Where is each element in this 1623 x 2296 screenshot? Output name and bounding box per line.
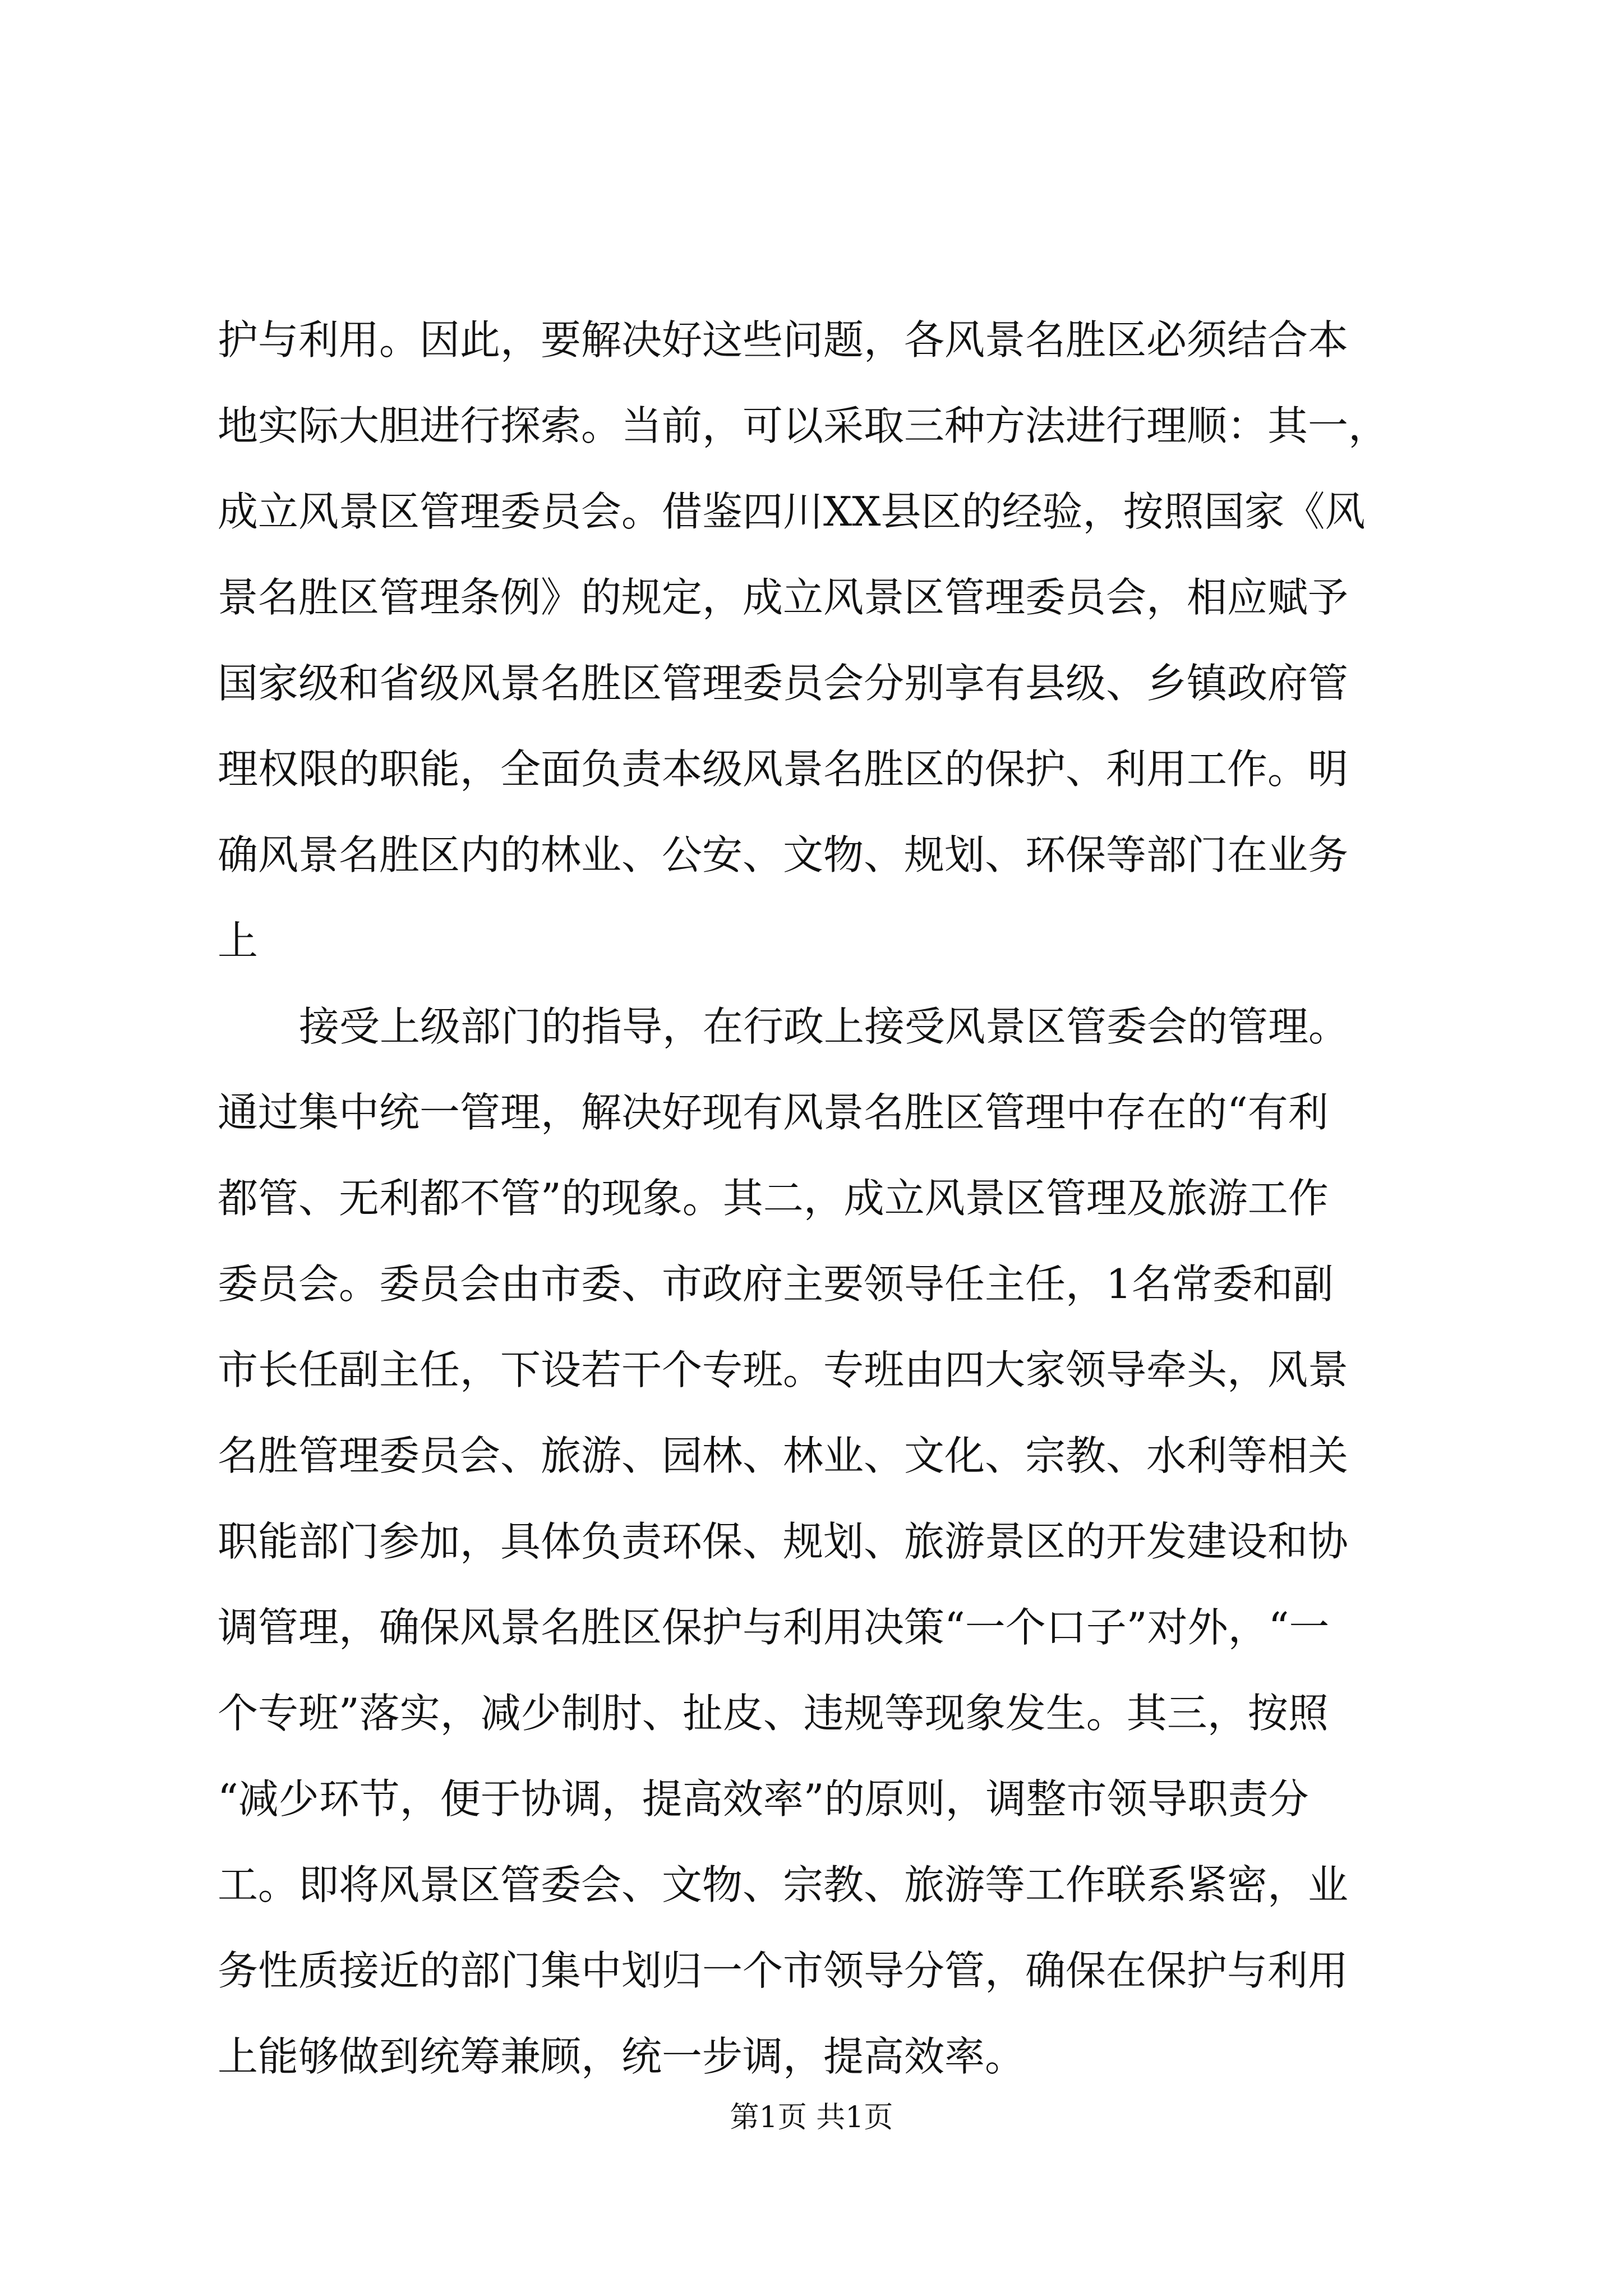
text-line: 名胜管理委员会、旅游、园林、林业、文化、宗教、水利等相关 — [218, 1432, 1349, 1479]
text-line: 成立风景区管理委员会。借鉴四川XX县区的经验，按照国家《风 — [218, 488, 1366, 535]
text-line: 国家级和省级风景名胜区管理委员会分别享有县级、乡镇政府管 — [218, 660, 1349, 707]
text-line: 委员会。委员会由市委、市政府主要领导任主任，1名常委和副 — [218, 1260, 1334, 1308]
text-line: 接受上级部门的指导，在行政上接受风景区管委会的管理。 — [299, 1003, 1349, 1050]
text-line: 市长任副主任，下设若干个专班。专班由四大家领导牵头，风景 — [218, 1346, 1349, 1393]
text-line: 确风景名胜区内的林业、公安、文物、规划、环保等部门在业务 — [218, 831, 1349, 878]
text-line: 务性质接近的部门集中划归一个市领导分管，确保在保护与利用 — [218, 1947, 1349, 1994]
text-line: 通过集中统一管理，解决好现有风景名胜区管理中存在的“有利 — [218, 1089, 1329, 1136]
text-line: 上 — [218, 917, 259, 964]
text-line: “减少环节，便于协调，提高效率”的原则，调整市领导职责分 — [218, 1775, 1309, 1823]
text-line: 上能够做到统筹兼顾，统一步调，提高效率。 — [218, 2033, 1026, 2080]
text-line: 地实际大胆进行探索。当前，可以采取三种方法进行理顺：其一， — [218, 402, 1389, 449]
text-line: 职能部门参加，具体负责环保、规划、旅游景区的开发建设和协 — [218, 1518, 1349, 1565]
text-line: 护与利用。因此，要解决好这些问题，各风景名胜区必须结合本 — [218, 316, 1349, 364]
text-line: 景名胜区管理条例》的规定，成立风景区管理委员会，相应赋予 — [218, 574, 1349, 621]
page-footer: 第1页 共1页 — [730, 2101, 893, 2134]
text-line: 理权限的职能，全面负责本级风景名胜区的保护、利用工作。明 — [218, 746, 1349, 793]
text-line: 个专班”落实，减少制肘、扯皮、违规等现象发生。其三，按照 — [218, 1690, 1329, 1737]
text-line: 都管、无利都不管”的现象。其二，成立风景区管理及旅游工作 — [218, 1175, 1329, 1222]
text-line: 调管理，确保风景名胜区保护与利用决策“一个口子”对外，“一 — [218, 1604, 1330, 1651]
body-text — [218, 297, 1437, 2100]
text-line: 工。即将风景区管委会、文物、宗教、旅游等工作联系紧密，业 — [218, 1861, 1349, 1908]
